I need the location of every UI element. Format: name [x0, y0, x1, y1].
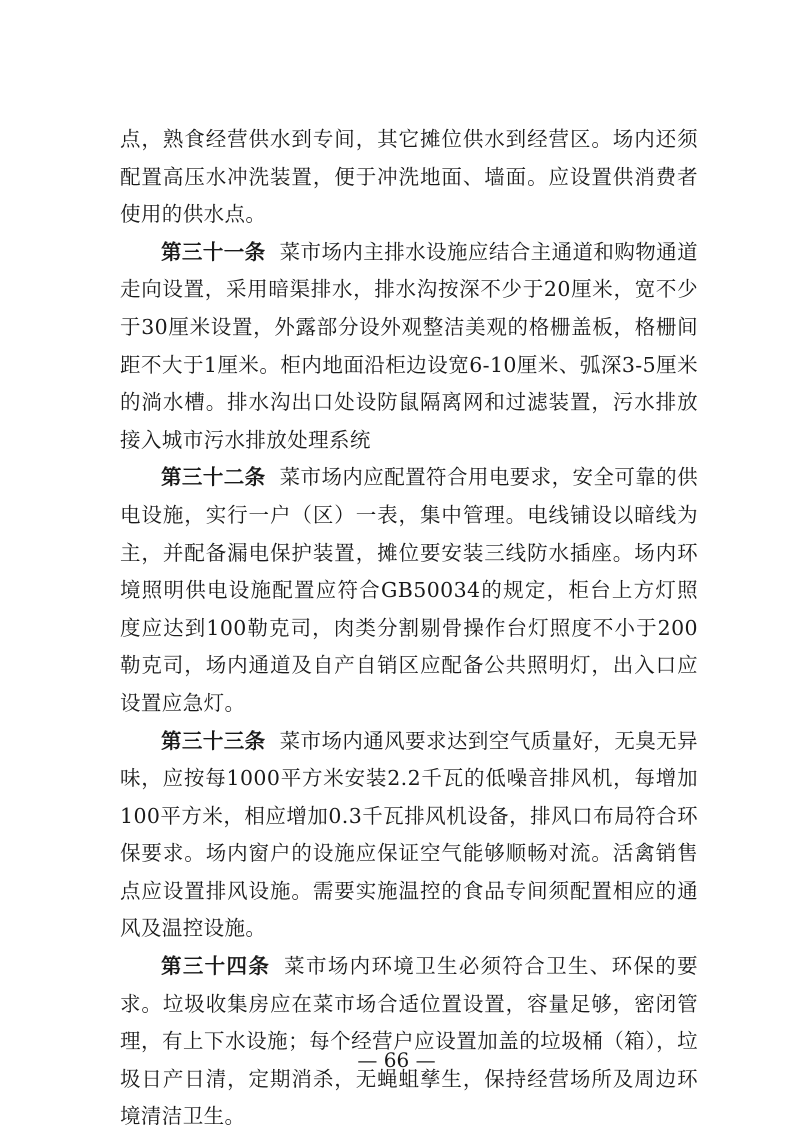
article-title: 第三十二条: [161, 465, 266, 490]
article-34: [120, 948, 698, 1136]
article-33: [120, 723, 698, 949]
article-title: 第三十一条: [161, 239, 266, 264]
paragraph-text: 菜市场内主排水设施应结合主通道和购物通道走向设置，采用暗渠排水，排水沟按深不少于20厘米，宽不少于30厘米设置，外露部分设外观整洁美观的格栅盖板，格栅间距不大于1厘米。柜内地面沿柜边设宽6-10厘米、弧深3-5厘米的淌水槽。排水沟出口处设防鼠隔离网和过滤装置，污水排放接入城市污水排放处理系统: [120, 239, 699, 452]
body-text: [120, 121, 698, 1136]
paragraph-text: 点，熟食经营供水到专间，其它摊位供水到经营区。场内还须配置高压水冲洗装置，便于冲洗地面、墙面。应设置供消费者使用的供水点。: [120, 127, 698, 227]
paragraph-text: 菜市场内环境卫生必须符合卫生、环保的要求。垃圾收集房应在菜市场合适位置设置，容量足够，密闭管理，有上下水设施；每个经营户应设置加盖的垃圾桶（箱），垃圾日产日清，定期消杀，无蝇蛆孳生，保持经营场所及周边环境清洁卫生。: [120, 954, 698, 1129]
paragraph-continuation: [120, 121, 698, 234]
paragraph-text: 菜市场内应配置符合用电要求，安全可靠的供电设施，实行一户（区）一表，集中管理。电线铺设以暗线为主，并配备漏电保护装置，摊位要安装三线防水插座。场内环境照明供电设施配置应符合GB50034的规定，柜台上方灯照度应达到100勒克司，肉类分割剔骨操作台灯照度不小于200勒克司，场内通道及自产自销区应配备公共照明灯，出入口应设置应急灯。: [120, 465, 699, 715]
page-number: — 66 —: [357, 1048, 436, 1072]
article-32: [120, 459, 698, 722]
article-31: [120, 234, 698, 460]
paragraph-text: 菜市场内通风要求达到空气质量好，无臭无异味，应按每1000平方米安装2.2千瓦的低噪音排风机，每增加100平方米，相应增加0.3千瓦排风机设备，排风口布局符合环保要求。场内窗户的设施应保证空气能够顺畅对流。活禽销售点应设置排风设施。需要实施温控的食品专间须配置相应的通风及温控设施。: [120, 728, 699, 941]
article-title: 第三十三条: [161, 728, 266, 753]
article-title: 第三十四条: [161, 954, 271, 979]
